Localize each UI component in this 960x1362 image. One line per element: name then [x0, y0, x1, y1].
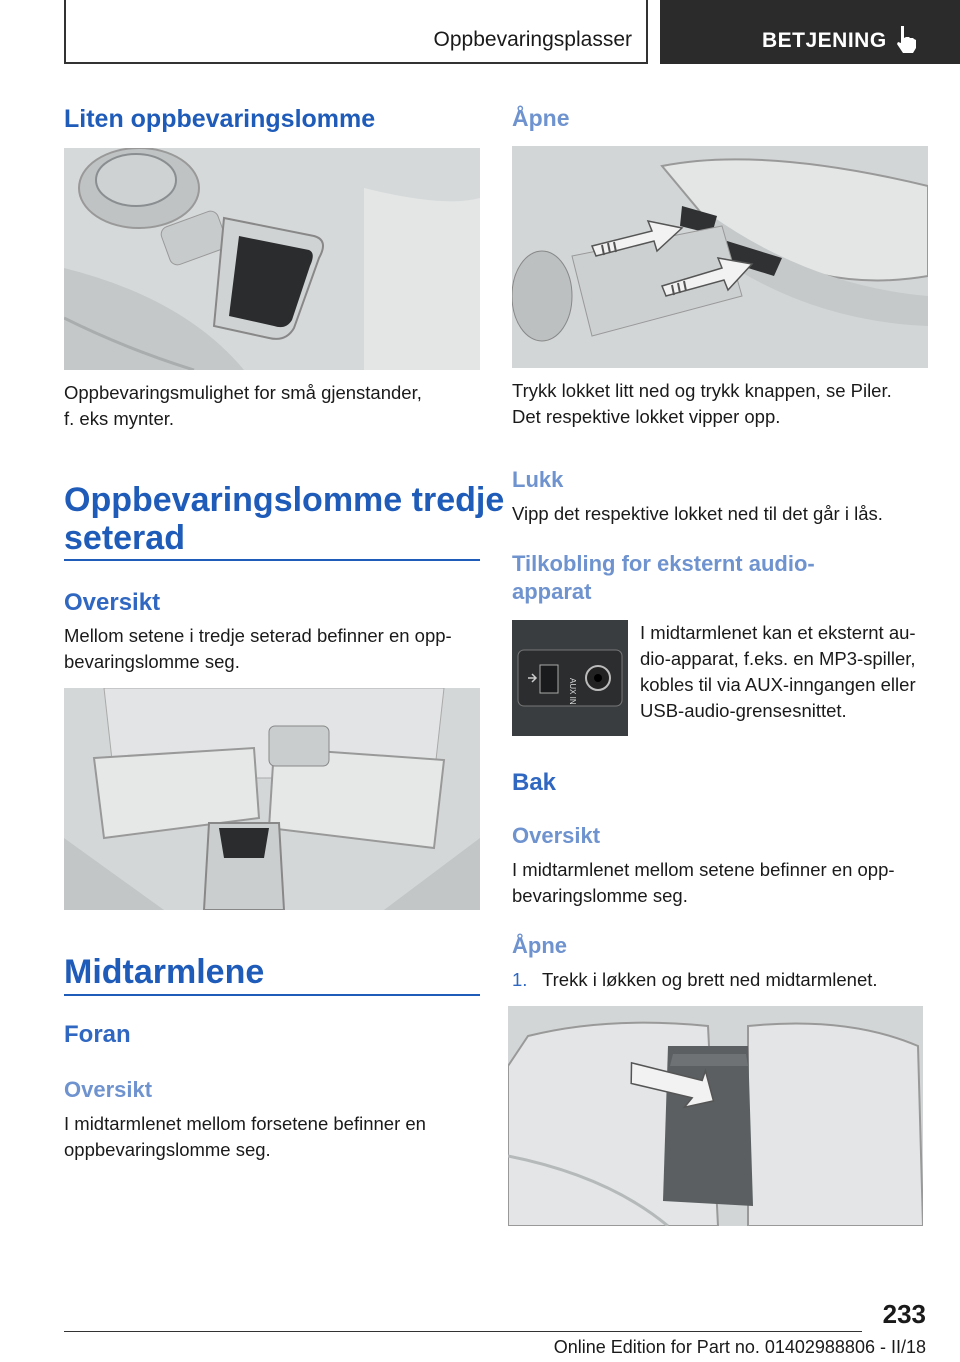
rear-open-steps	[512, 967, 878, 993]
front-title: Foran	[64, 1021, 131, 1048]
third-row-text-line-1: Mellom setene i tredje seterad befinner en opp‐	[64, 625, 452, 646]
audio-text-line-3: kobles til via AUX-inngangen eller	[640, 674, 916, 695]
small-pocket-image	[64, 148, 480, 370]
section-title: Oppbevaringsplasser	[433, 28, 632, 51]
open-title: Åpne	[512, 105, 570, 131]
step-number: 1.	[512, 969, 528, 990]
third-row-text-line-2: bevaringslomme seg.	[64, 651, 240, 672]
front-text-line-1: I midtarmlenet mellom forsetene befinner en	[64, 1113, 426, 1134]
third-row-title-line-2: seterad	[64, 519, 185, 557]
audio-title-line-2: apparat	[512, 579, 592, 604]
small-pocket-text-line-1: Oppbevaringsmulighet for små gjenstander,	[64, 382, 422, 403]
third-row-overview-title: Oversikt	[64, 589, 161, 616]
front-text-line-2: oppbevaringslomme seg.	[64, 1139, 271, 1160]
front-overview-title: Oversikt	[64, 1077, 153, 1102]
close-title: Lukk	[512, 467, 564, 492]
section-rule	[64, 559, 480, 561]
front-armrest-open-image	[512, 146, 928, 368]
section-rule	[64, 994, 480, 996]
open-text-line-1: Trykk lokket litt ned og trykk knappen, se Piler.	[512, 380, 892, 401]
small-pocket-text-line-2: f. eks mynter.	[64, 408, 175, 429]
rear-text-line-2: bevaringslomme seg.	[512, 885, 688, 906]
close-text: Vipp det respektive lokket ned til det går i lås.	[512, 503, 883, 524]
rear-open-title: Åpne	[512, 933, 567, 958]
step-text: Trekk i løkken og brett ned midtarmlenet.	[542, 969, 878, 990]
rear-overview-title: Oversikt	[512, 823, 601, 848]
aux-in-label: AUX IN	[568, 678, 577, 705]
audio-title-line-1: Tilkobling for eksternt audio‐	[512, 551, 815, 576]
audio-text-line-1: I midtarmlenet kan et eksternt au‐	[640, 622, 916, 643]
aux-usb-port-image	[512, 620, 628, 736]
armrest-title: Midtarmlene	[64, 953, 265, 991]
audio-text-line-2: dio-apparat, f.eks. en MP3-spiller,	[640, 648, 916, 669]
page-number: 233	[882, 1299, 926, 1329]
third-row-title-line-1: Oppbevaringslomme tredje	[64, 481, 505, 519]
audio-text-line-4: USB-audio-grensesnittet.	[640, 700, 847, 721]
chapter-title: BETJENING	[762, 29, 887, 52]
hand-pointer-icon	[893, 24, 919, 54]
rear-title: Bak	[512, 769, 557, 796]
third-row-seats-image	[64, 688, 480, 910]
rear-armrest-image	[508, 1006, 923, 1226]
edition-footer: Online Edition for Part no. 01402988806 - II/18	[553, 1337, 926, 1357]
running-header-frame	[64, 0, 648, 64]
small-pocket-title: Liten oppbevaringslomme	[64, 105, 376, 133]
chapter-tab	[660, 0, 960, 64]
open-text-line-2: Det respektive lokket vipper opp.	[512, 406, 781, 427]
step-item	[512, 967, 878, 993]
footer-rule	[64, 1331, 862, 1332]
rear-text-line-1: I midtarmlenet mellom setene befinner en opp‐	[512, 859, 895, 880]
